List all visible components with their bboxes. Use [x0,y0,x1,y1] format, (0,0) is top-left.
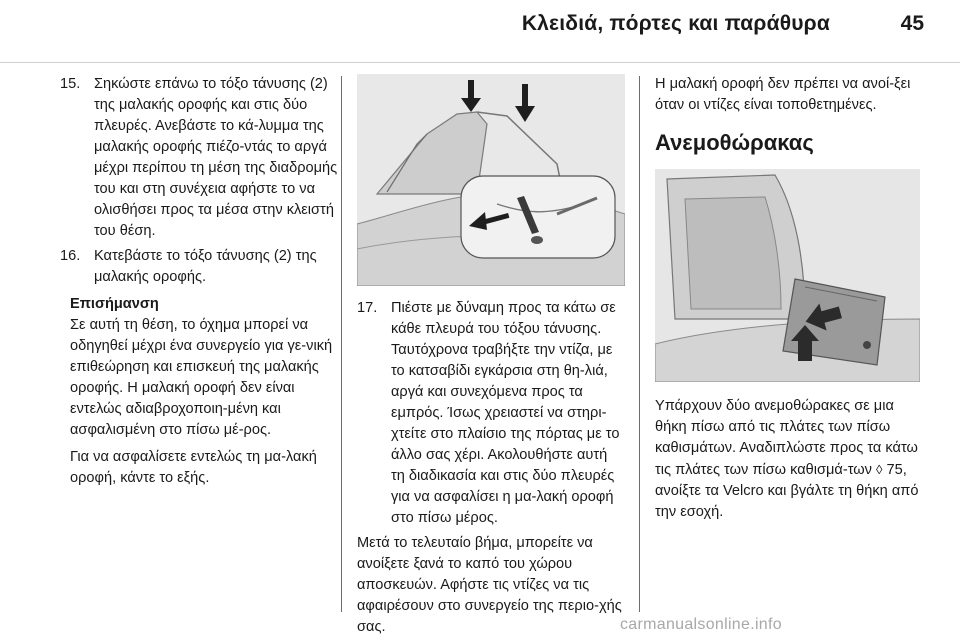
note-text: Σε αυτή τη θέση, το όχημα μπορεί να οδηγηθεί μέχρι ένα συνεργείο για γε-νική επιθεώρηση και επισκευή της μαλακής οροφής. Η μαλακή οροφή δεν είναι εντελώς αδιαβροχοποιη-μένη και ασφαλισμένη στο πίσω μέ-ρος. [70,317,333,438]
column-divider [639,76,640,612]
paragraph [655,396,925,523]
wind-deflector-bag-illustration [655,169,920,382]
page-reference-icon: ◊ [876,462,883,477]
column-left [60,74,345,489]
soft-top-tension-bow-drawing [357,74,625,286]
warning-paragraph: Η μαλακή οροφή δεν πρέπει να ανοί-ξει όταν οι ντίζες είναι τοποθετημένες. [655,76,911,113]
page-number: 45 [900,12,924,35]
step-text: Κατεβάστε το τόξο τάνυσης (2) της μαλακής οροφής. [94,248,317,285]
page-title: Κλειδιά, πόρτες και παράθυρα [521,12,830,35]
page-header [0,0,960,63]
section-heading: Ανεμοθώρακας [655,130,814,155]
paragraph-text: Υπάρχουν δύο ανεμοθώρακες σε μια θήκη πίσω από τις πλάτες των πίσω καθισμάτων. Αναδιπλώστε προς τα κάτω τις πλάτες των πίσω καθισμά-των [655,398,918,478]
step-number: 16. [60,248,81,264]
watermark: carmanualsonline.info [620,616,782,633]
note-paragraph: Για να ασφαλίσετε εντελώς τη μα-λακή οροφή, κάντε το εξής. [70,449,317,486]
soft-top-tension-bow-illustration [357,74,625,286]
step-number: 17. [357,300,378,316]
column-middle [357,74,625,638]
step-number: 15. [60,76,81,92]
column-right [655,74,925,523]
paragraph: Μετά το τελευταίο βήμα, μπορείτε να ανοίξετε ξανά το καπό του χώρου αποσκευών. Αφήστε τις ντίζες να τις αφαιρέσουν στο συνεργείο της περιο-χής σας. [357,535,622,635]
step-15 [60,74,345,242]
detail-inset [461,176,615,258]
step-text: Πιέστε με δύναμη προς τα κάτω σε κάθε πλευρά του τόξου τάνυσης. Ταυτόχρονα τραβήξτε την ντίζα, με το κατσαβίδι εγκάρσια στη θη-λιά, αργά και συνεχόμενα προς τα εμπρός. Ίσως χρειαστεί να στηρι-χτείτε στο πλαίσιο της πόρτας με το άλλο σας χέρι. Ακολουθήστε αυτή τη διαδικασία και στις δύο πλευρές για να ασφαλίσει η μα-λακή οροφή στο πίσω μέρος. [391,300,620,526]
note-heading: Επισήμανση [70,296,159,312]
step-text: Σηκώστε επάνω το τόξο τάνυσης (2) της μαλακής οροφής και στις δύο πλευρές. Ανεβάστε το κά-λυμμα της μαλακής οροφής πιέζο-ντάς το αργά μέχρι περίπου τη μέση της διαδρομής του και στη συνέχεια αφήστε το να ολισθήσει προς τα μέσα στην κλειστή του θέση. [94,76,338,239]
wind-deflector-drawing [655,169,920,382]
paragraph-text: 75, ανοίξτε τα Velcro και βγάλτε τη θήκη από την εσοχή. [655,462,919,520]
step-16 [60,246,345,288]
step-17 [357,298,625,529]
